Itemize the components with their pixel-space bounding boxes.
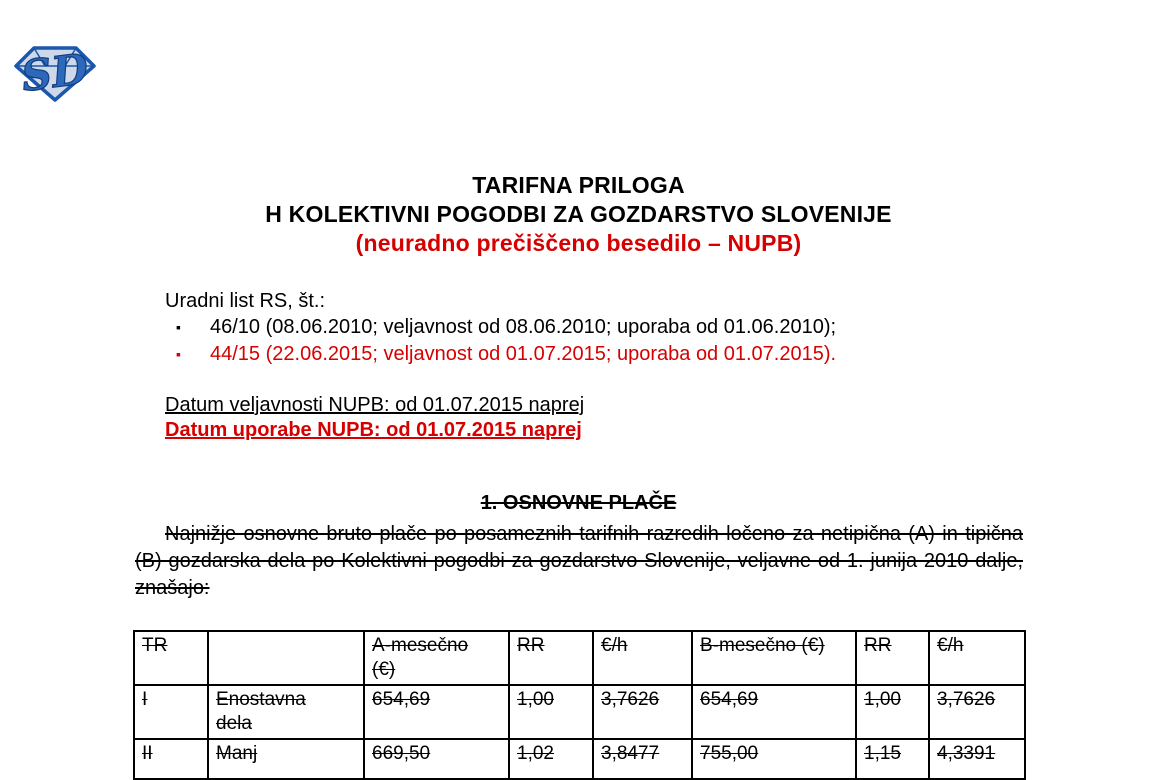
table-cell-desc: Manj xyxy=(208,739,364,779)
title-line-3-nupb: (neuradno prečiščeno besedilo – NUPB) xyxy=(355,230,802,256)
title-line-2: H KOLEKTIVNI POGODBI ZA GOZDARSTVO SLOVENIJE xyxy=(265,201,892,227)
table-cell-eur-h-a: 3,8477 xyxy=(593,739,692,779)
column-header-rr-a: RR xyxy=(509,631,593,685)
table-cell-eur-h-b: 4,3391 xyxy=(929,739,1025,779)
table-cell-eur-h-a: 3,7626 xyxy=(593,685,692,739)
table-cell-a-monthly: 669,50 xyxy=(364,739,509,779)
column-header-tr: TR xyxy=(134,631,208,685)
gazette-item-text: 44/15 (22.06.2015; veljavnost od 01.07.2015; uporaba od 01.07.2015). xyxy=(210,343,837,365)
column-header-eur-h-a: €/h xyxy=(593,631,692,685)
gazette-heading: Uradni list RS, št.: xyxy=(165,290,326,312)
table-cell-tr: I xyxy=(134,685,208,739)
document-title xyxy=(0,171,1157,258)
validity-date-line: Datum veljavnosti NUPB: od 01.07.2015 naprej xyxy=(165,394,585,416)
table-cell-rr-a: 1,02 xyxy=(509,739,593,779)
gazette-item-text: 46/10 (08.06.2010; veljavnost od 08.06.2010; uporaba od 01.06.2010); xyxy=(210,316,837,338)
sd-gem-logo-graphic xyxy=(14,44,96,102)
column-header-rr-b: RR xyxy=(856,631,929,685)
column-header-a-monthly: A-mesečno (€) xyxy=(364,631,509,685)
column-header-b-monthly: B-mesečno (€) xyxy=(692,631,856,685)
section1-paragraph: Najnižje osnovne bruto plače po posameznih tarifnih razredih ločeno za netipična (A) in tipična (B) gozdarska dela po Kolektivni pogodbi za gozdarstvo Slovenije, veljavne od 1. junija 2010 dalje, znašajo: xyxy=(135,523,1023,599)
column-header-eur-h-b: €/h xyxy=(929,631,1025,685)
square-bullet-icon: ▪ xyxy=(176,346,181,362)
title-line-1: TARIFNA PRILOGA xyxy=(472,172,685,198)
table-cell-eur-h-b: 3,7626 xyxy=(929,685,1025,739)
table-cell-rr-b: 1,15 xyxy=(856,739,929,779)
square-bullet-icon: ▪ xyxy=(176,319,181,335)
section1-heading: 1. OSNOVNE PLAČE xyxy=(480,492,677,514)
column-header-empty xyxy=(208,631,364,685)
table-cell-desc: Enostavna dela xyxy=(208,685,364,739)
table-cell-b-monthly: 654,69 xyxy=(692,685,856,739)
table-cell-rr-a: 1,00 xyxy=(509,685,593,739)
validity-section xyxy=(165,393,584,443)
table-cell-rr-b: 1,00 xyxy=(856,685,929,739)
sd-logo-letters: SD xyxy=(18,44,91,101)
salary-table xyxy=(133,630,1026,780)
table-row xyxy=(134,739,1025,779)
table-cell-a-monthly: 654,69 xyxy=(364,685,509,739)
table-cell-b-monthly: 755,00 xyxy=(692,739,856,779)
gazette-item-2015 xyxy=(165,341,836,368)
table-row xyxy=(134,685,1025,739)
usage-date-line: Datum uporabe NUPB: od 01.07.2015 naprej xyxy=(165,419,582,441)
sd-gem-logo xyxy=(14,44,96,102)
table-cell-tr: II xyxy=(134,739,208,779)
official-gazette-section xyxy=(165,288,836,368)
gazette-item-2010 xyxy=(165,314,836,341)
table-header-row xyxy=(134,631,1025,685)
